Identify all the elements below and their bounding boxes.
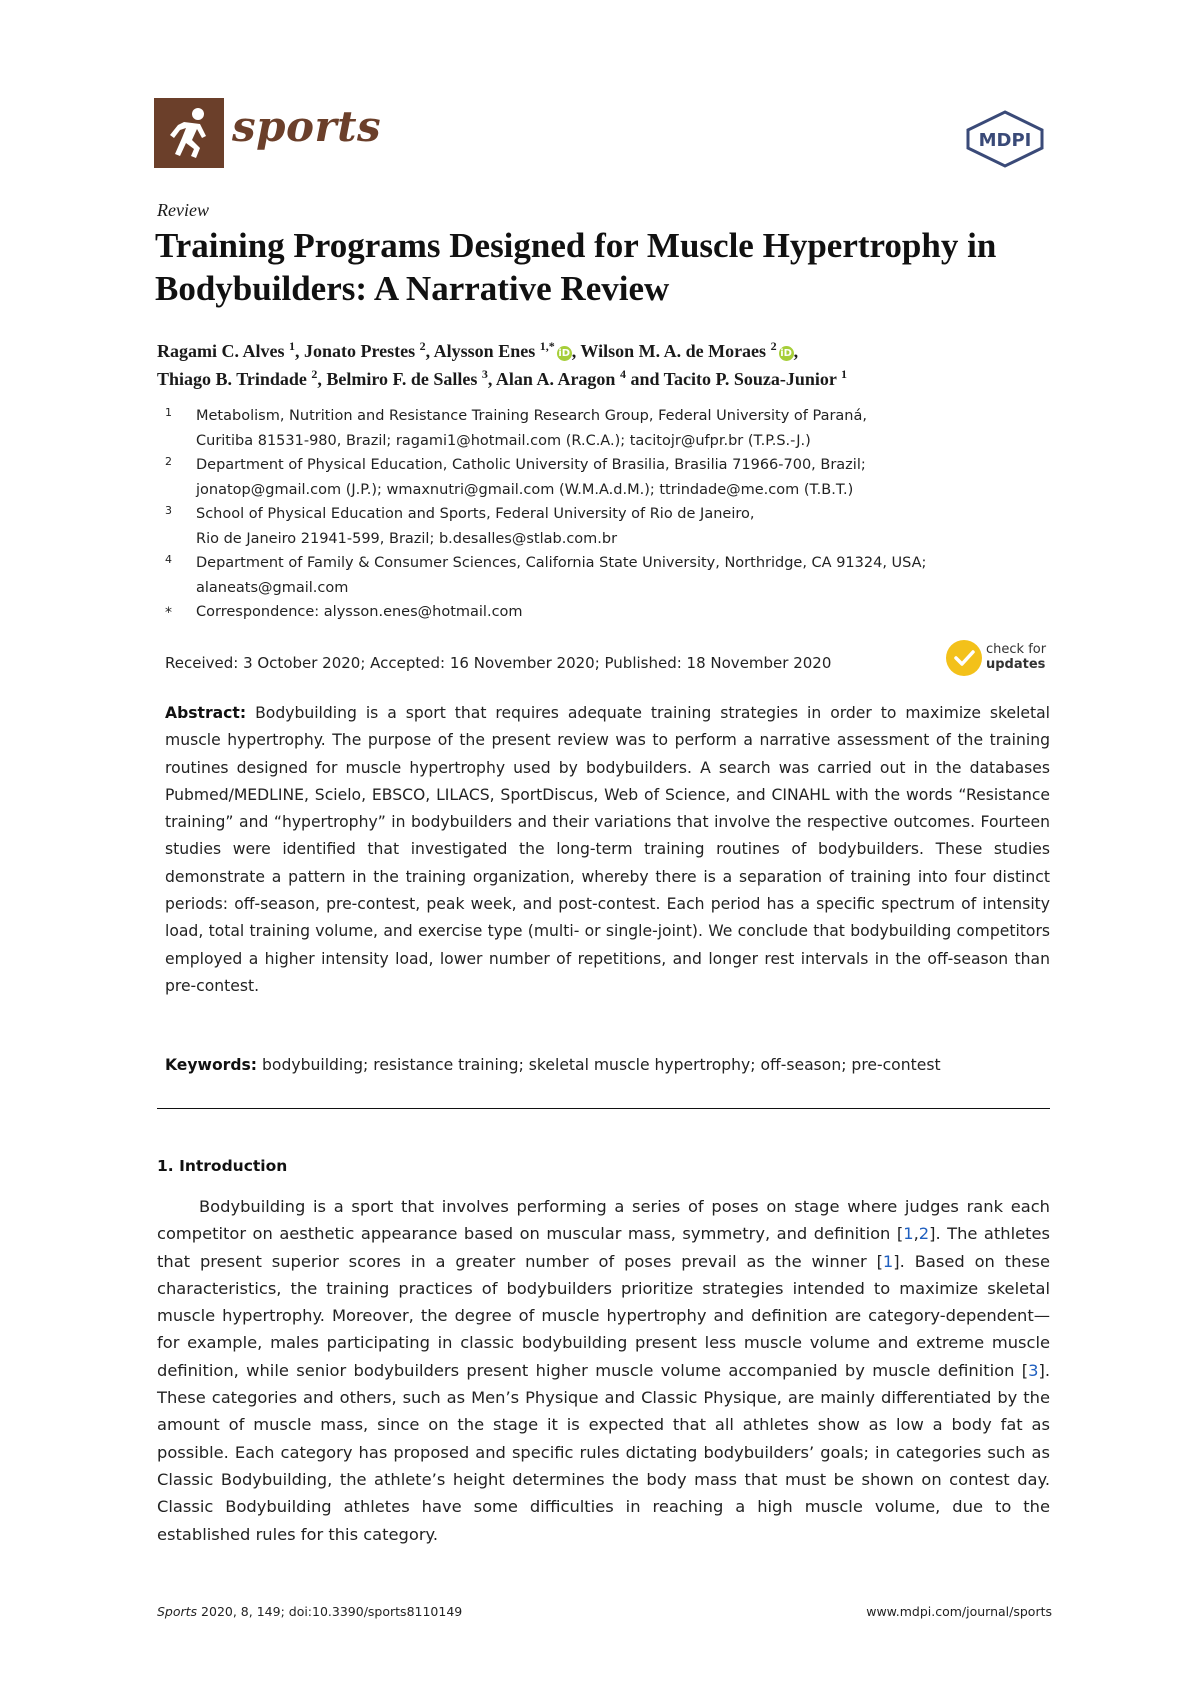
affiliation-list <box>165 404 1065 626</box>
check-updates-icon <box>946 640 982 676</box>
affiliation-line: Department of Physical Education, Catholic University of Brasilia, Brasilia 71966-700, Brazil; <box>196 457 866 473</box>
affiliation-line: Metabolism, Nutrition and Resistance Training Research Group, Federal University of Paraná, <box>196 408 867 424</box>
section-heading-introduction: 1. Introduction <box>157 1157 288 1175</box>
affiliation-line: Curitiba 81531-980, Brazil; ragami1@hotmail.com (R.C.A.); tacitojr@ufpr.br (T.P.S.-J.) <box>196 432 811 449</box>
affiliation-item <box>165 551 1065 600</box>
affiliation-text <box>196 600 1056 626</box>
author-affiliation-marker: 1 <box>289 339 295 353</box>
journal-name: sports <box>232 102 382 151</box>
footer-url[interactable]: www.mdpi.com/journal/sports <box>866 1604 1052 1619</box>
author-affiliation-marker: 2 <box>311 367 318 381</box>
check-for-updates-button[interactable] <box>946 640 1056 678</box>
affiliation-line: alaneats@gmail.com <box>196 579 349 596</box>
affiliation-line: Department of Family & Consumer Sciences, California State University, Northridge, CA 91324, USA; <box>196 555 927 571</box>
author-name: Tacito P. Souza-Junior <box>663 369 842 389</box>
footer-doi: 2020, 8, 149; doi:10.3390/sports8110149 <box>197 1604 463 1619</box>
author-name: Alan A. Aragon <box>495 369 620 389</box>
updates-badge-line2: updates <box>986 657 1046 672</box>
author-name: Thiago B. Trindade <box>157 369 312 389</box>
article-type: Review <box>157 200 209 220</box>
affiliation-line: School of Physical Education and Sports, Federal University of Rio de Janeiro, <box>196 506 755 522</box>
affiliation-number: * <box>165 605 172 621</box>
author-affiliation-marker: 4 <box>619 367 626 381</box>
section-divider <box>157 1108 1050 1109</box>
affiliation-number: 4 <box>165 553 172 566</box>
author-affiliation-marker: 2 <box>770 339 777 353</box>
affiliation-text <box>196 551 1056 600</box>
affiliation-line: Correspondence: alysson.enes@hotmail.com <box>196 604 523 620</box>
citation-link[interactable]: 1 <box>903 1224 914 1244</box>
author-name: Ragami C. Alves <box>157 341 289 361</box>
abstract-text: Bodybuilding is a sport that requires adequate training strategies in order to maximize skeletal muscle hypertrophy. The purpose of the present review was to perform a narrative assessment of the training routines designed for muscle hypertrophy used by bodybuilders. A search was carried out in the databases Pubmed/MEDLINE, Scielo, EBSCO, LILACS, SportDiscus, Web of Science, and CINAHL with the words “Resistance training” and “hypertrophy” in bodybuilders and their variations that involve the respective outcomes. Fourteen studies were identified that investigated the long-term training routines of bodybuilders. These studies demonstrate a pattern in the training organization, whereby there is a separation of training into four distinct periods: off-season, pre-contest, peak week, and post-contest. Each period has a specific spectrum of intensity load, total training volume, and exercise type (multi- or single-joint). We conclude that bodybuilding competitors employed a higher intensity load, lower number of repetitions, and longer rest intervals in the off-season than pre-contest. <box>165 704 1050 995</box>
citation-link[interactable]: 1 <box>882 1251 894 1271</box>
footer-journal: Sports <box>157 1604 198 1619</box>
affiliation-item <box>165 502 1065 551</box>
journal-logo-icon <box>154 98 224 168</box>
affiliation-number: 3 <box>165 504 172 517</box>
citation-link[interactable]: 2 <box>918 1224 930 1244</box>
citation-link[interactable]: 3 <box>1028 1360 1039 1380</box>
author-affiliation-marker: 1,* <box>539 339 555 353</box>
article-title: Training Programs Designed for Muscle Hypertrophy in Bodybuilders: A Narrative Review <box>155 226 997 308</box>
author-name: Wilson M. A. de Moraes <box>580 341 771 361</box>
affiliation-number: 2 <box>165 455 172 468</box>
abstract <box>165 700 1050 1000</box>
author-list: Ragami C. Alves $^1$, Jonato Prestes $^2$, Alysson Enes $^{1,*}$iD, Wilson M. A. de Moraes $^2$iD, Thiago B. Trindade $^2$, Belmiro F. de Salles $^3$, Alan A. Aragon $^4$ and Tacito P. Souza-Junior $^1$ <box>157 339 848 389</box>
footer-citation <box>157 1604 462 1619</box>
updates-badge-line1: check for <box>986 642 1047 657</box>
publisher-name: MDPI <box>978 130 1032 151</box>
author-affiliation-marker: 1 <box>841 367 848 381</box>
publication-dates: Received: 3 October 2020; Accepted: 16 November 2020; Published: 18 November 2020 <box>165 654 832 672</box>
affiliation-text <box>196 502 1056 551</box>
keywords <box>165 1052 1050 1078</box>
affiliation-text <box>196 404 1056 453</box>
keywords-text: bodybuilding; resistance training; skeletal muscle hypertrophy; off-season; pre-contest <box>262 1056 941 1074</box>
abstract-label: Abstract: <box>165 704 247 722</box>
affiliation-item <box>165 404 1065 453</box>
author-name: Belmiro F. de Salles <box>326 369 482 389</box>
affiliation-text <box>196 453 1056 502</box>
affiliation-item <box>165 600 1065 626</box>
orcid-icon[interactable]: iD <box>558 348 571 359</box>
author-name: Jonato Prestes <box>304 341 420 361</box>
affiliation-line: Rio de Janeiro 21941-599, Brazil; b.desalles@stlab.com.br <box>196 530 618 547</box>
author-name: Alysson Enes <box>433 341 540 361</box>
author-affiliation-marker: 2 <box>419 339 426 353</box>
affiliation-item <box>165 453 1065 502</box>
introduction-paragraph: Bodybuilding is a sport that involves performing a series of poses on stage where judges rank each competitor on aesthetic appearance based on muscular mass, symmetry, and definition [1,2]. The athletes that present superior scores in a greater number of poses prevail as the winner [1]. Based on these characteristics, the training practices of bodybuilders prioritize strategies intended to maximize skeletal muscle hypertrophy. Moreover, the degree of muscle hypertrophy and definition are category-dependent—for example, males participating in classic bodybuilding present less muscle volume and extreme muscle definition, while senior bodybuilders present higher muscle volume accompanied by muscle definition [3]. These categories and others, such as Men’s Physique and Classic Physique, are mainly differentiated by the amount of muscle mass, since on the stage it is expected that all athletes show as low a body fat as possible. Each category has proposed and specific rules dictating bodybuilders’ goals; in categories such as Classic Bodybuilding, the athlete’s height determines the body mass that must be shown on contest day. Classic Bodybuilding athletes have some difficulties in reaching a high muscle volume, due to the established rules for this category. <box>157 1197 1051 1544</box>
affiliation-number: 1 <box>165 406 172 419</box>
keywords-label: Keywords: <box>165 1056 258 1074</box>
author-affiliation-marker: 3 <box>481 367 488 381</box>
mdpi-logo-icon <box>962 108 1048 168</box>
affiliation-line: jonatop@gmail.com (J.P.); wmaxnutri@gmail.com (W.M.A.d.M.); ttrindade@me.com (T.B.T.) <box>196 481 854 498</box>
orcid-icon[interactable]: iD <box>780 348 792 359</box>
